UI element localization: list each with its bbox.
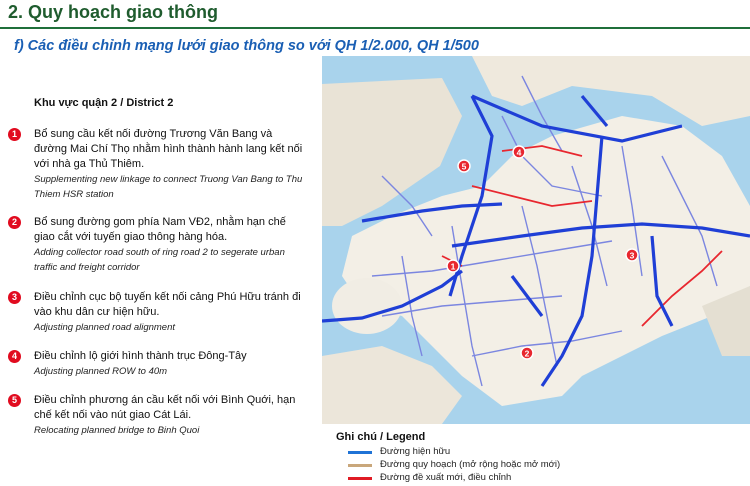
item-text-vi: Điều chỉnh cục bộ tuyến kết nối cảng Phú Hữu tránh đi vào khu dân cư hiện hữu. xyxy=(34,291,301,318)
item-description xyxy=(34,127,304,202)
district-heading: Khu vực quận 2 / District 2 xyxy=(34,97,174,109)
item-text-en: Adjusting planned road alignment xyxy=(34,322,176,333)
legend-item-existing xyxy=(348,446,638,458)
page-subtitle: f) Các điều chỉnh mạng lưới giao thông so với QH 1/2.000, QH 1/500 xyxy=(14,38,479,54)
item-number-badge: 4 xyxy=(8,350,21,363)
item-description xyxy=(34,393,304,438)
legend-swatch-planned xyxy=(348,464,372,467)
item-number-badge: 3 xyxy=(8,291,21,304)
map-marker-1-label: 1 xyxy=(450,261,456,272)
item-text-en: Supplementing new linkage to connect Truong Van Bang to Thu Thiem HSR station xyxy=(34,174,303,200)
item-description xyxy=(34,349,304,379)
legend-label: Đường quy hoạch (mở rộng hoặc mở mới) xyxy=(380,459,561,470)
item-description xyxy=(34,290,304,335)
item-text-vi: Điều chỉnh lộ giới hình thành trục Đông-Tây xyxy=(34,350,247,362)
item-text-en: Adjusting planned ROW to 40m xyxy=(34,366,168,377)
item-text-vi: Điều chỉnh phương án cầu kết nối với Bình Quới, hạn chế kết nối vào nút giao Cát Lái. xyxy=(34,394,296,421)
item-text-en: Relocating planned bridge to Binh Quoi xyxy=(34,425,200,436)
item-number-badge: 1 xyxy=(8,128,21,141)
item-text-vi: Bổ sung đường gom phía Nam VĐ2, nhằm hạn chế giao cắt với tuyến giao thông hàng hóa. xyxy=(34,216,286,243)
item-text-vi: Bổ sung cầu kết nối đường Trương Văn Bang và đường Mai Chí Thọ nhằm hình thành hành lang kết nối với nhà ga Thủ Thiêm. xyxy=(34,128,303,170)
map-marker-5-label: 5 xyxy=(461,161,467,172)
map-marker-2-label: 2 xyxy=(524,348,530,359)
map-marker-4 xyxy=(513,146,525,158)
map-marker-3 xyxy=(626,249,638,261)
legend-label: Đường hiện hữu xyxy=(380,446,451,457)
district-map xyxy=(322,56,750,424)
legend-label: Đường đề xuất mới, điều chỉnh xyxy=(380,472,512,483)
legend-swatch-existing xyxy=(348,451,372,454)
legend-swatch-proposed xyxy=(348,477,372,480)
item-number-badge: 5 xyxy=(8,394,21,407)
item-description xyxy=(34,215,304,275)
item-text-en: Adding collector road south of ring road 2 to segerate urban traffic and freight corridor xyxy=(34,247,285,273)
title-divider xyxy=(0,27,750,29)
legend-item-planned xyxy=(348,459,638,471)
legend-item-proposed xyxy=(348,472,638,484)
map-marker-4-label: 4 xyxy=(516,147,522,158)
map-marker-3-label: 3 xyxy=(629,250,635,261)
map-marker-2 xyxy=(521,347,533,359)
title-bar xyxy=(0,0,750,30)
map-marker-5 xyxy=(458,160,470,172)
item-number-badge: 2 xyxy=(8,216,21,229)
map-marker-1 xyxy=(447,260,459,272)
page-title: 2. Quy hoạch giao thông xyxy=(8,2,219,22)
legend-title: Ghi chú / Legend xyxy=(336,431,426,443)
